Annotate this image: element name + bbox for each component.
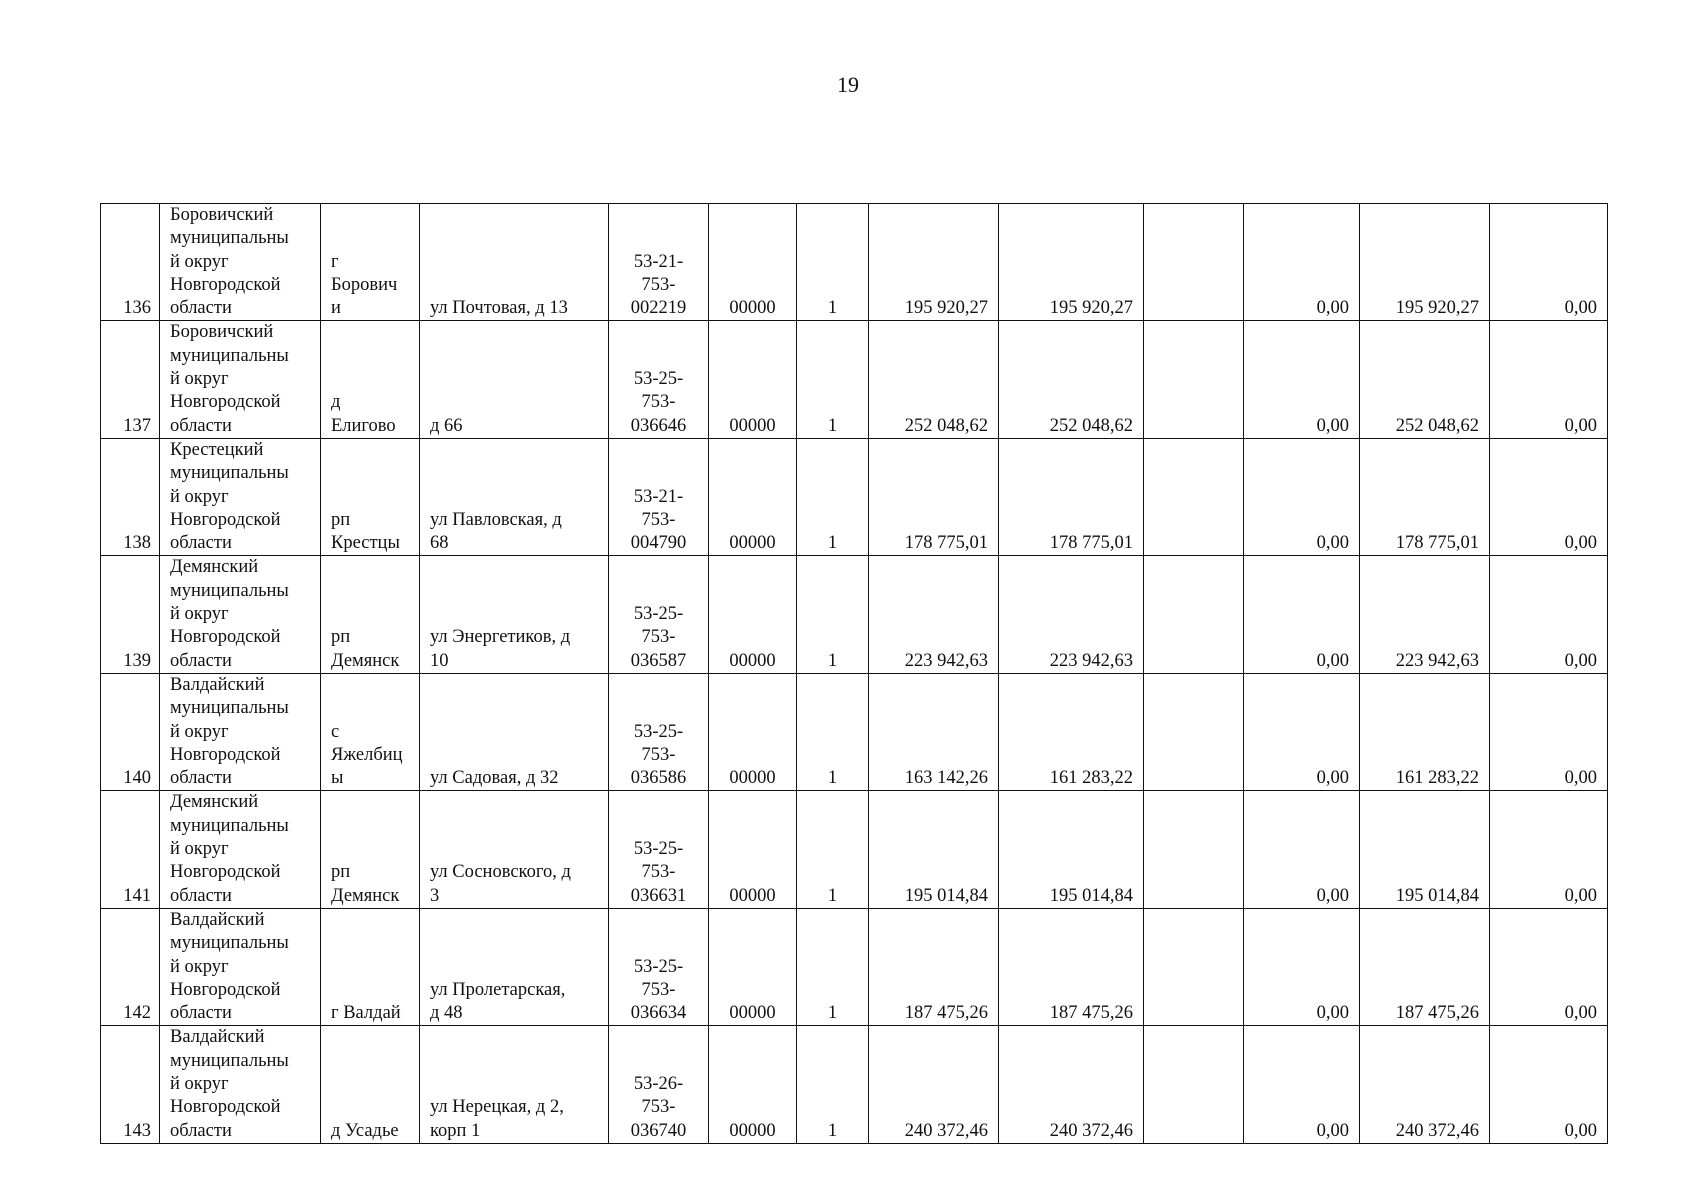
amount-6-cell: 0,00 <box>1490 791 1608 908</box>
amount-6-cell: 0,00 <box>1490 556 1608 673</box>
amount-4-cell: 0,00 <box>1244 556 1360 673</box>
address-cell: ул Почтовая, д 13 <box>420 204 609 321</box>
amount-6-cell: 0,00 <box>1490 673 1608 790</box>
municipality-cell: Валдайский муниципальны й округ Новгородской области <box>160 673 321 790</box>
municipality-cell: Крестецкий муниципальны й округ Новгородской области <box>160 438 321 555</box>
amount-2-cell: 161 283,22 <box>999 673 1144 790</box>
amount-1-cell: 240 372,46 <box>869 1026 999 1143</box>
amount-4-cell: 0,00 <box>1244 438 1360 555</box>
amount-4-cell: 0,00 <box>1244 1026 1360 1143</box>
amount-2-cell: 178 775,01 <box>999 438 1144 555</box>
row-number-cell: 140 <box>101 673 160 790</box>
code-cell: 00000 <box>709 438 797 555</box>
amount-4-cell: 0,00 <box>1244 791 1360 908</box>
locality-cell: г Борович и <box>321 204 420 321</box>
address-cell: ул Пролетарская, д 48 <box>420 908 609 1025</box>
table-row <box>101 204 1608 321</box>
locality-cell: рп Крестцы <box>321 438 420 555</box>
data-table <box>100 203 1608 1144</box>
amount-6-cell: 0,00 <box>1490 321 1608 438</box>
municipality-cell: Боровичский муниципальны й округ Новгородской области <box>160 321 321 438</box>
address-cell: ул Сосновского, д 3 <box>420 791 609 908</box>
amount-3-cell <box>1144 438 1244 555</box>
amount-5-cell: 178 775,01 <box>1360 438 1490 555</box>
amount-4-cell: 0,00 <box>1244 321 1360 438</box>
amount-4-cell: 0,00 <box>1244 204 1360 321</box>
cadastral-number-cell: 53-25- 753- 036631 <box>609 791 709 908</box>
quantity-cell: 1 <box>797 791 869 908</box>
row-number-cell: 143 <box>101 1026 160 1143</box>
table-body <box>101 204 1608 1144</box>
amount-3-cell <box>1144 908 1244 1025</box>
amount-1-cell: 223 942,63 <box>869 556 999 673</box>
code-cell: 00000 <box>709 791 797 908</box>
quantity-cell: 1 <box>797 321 869 438</box>
table-row <box>101 908 1608 1025</box>
code-cell: 00000 <box>709 204 797 321</box>
page-number: 19 <box>837 72 859 97</box>
amount-6-cell: 0,00 <box>1490 1026 1608 1143</box>
cadastral-number-cell: 53-25- 753- 036646 <box>609 321 709 438</box>
amount-5-cell: 187 475,26 <box>1360 908 1490 1025</box>
address-cell: ул Энергетиков, д 10 <box>420 556 609 673</box>
cadastral-number-cell: 53-25- 753- 036586 <box>609 673 709 790</box>
address-cell: д 66 <box>420 321 609 438</box>
amount-3-cell <box>1144 1026 1244 1143</box>
cadastral-number-cell: 53-25- 753- 036587 <box>609 556 709 673</box>
cadastral-number-cell: 53-21- 753- 002219 <box>609 204 709 321</box>
amount-3-cell <box>1144 791 1244 908</box>
locality-cell: рп Демянск <box>321 791 420 908</box>
cadastral-number-cell: 53-25- 753- 036634 <box>609 908 709 1025</box>
amount-2-cell: 195 014,84 <box>999 791 1144 908</box>
quantity-cell: 1 <box>797 556 869 673</box>
municipality-cell: Валдайский муниципальны й округ Новгородской области <box>160 908 321 1025</box>
code-cell: 00000 <box>709 556 797 673</box>
amount-3-cell <box>1144 673 1244 790</box>
quantity-cell: 1 <box>797 438 869 555</box>
cadastral-number-cell: 53-21- 753- 004790 <box>609 438 709 555</box>
municipality-cell: Боровичский муниципальны й округ Новгородской области <box>160 204 321 321</box>
quantity-cell: 1 <box>797 908 869 1025</box>
amount-1-cell: 178 775,01 <box>869 438 999 555</box>
amount-5-cell: 195 014,84 <box>1360 791 1490 908</box>
row-number-cell: 142 <box>101 908 160 1025</box>
quantity-cell: 1 <box>797 673 869 790</box>
amount-5-cell: 252 048,62 <box>1360 321 1490 438</box>
amount-5-cell: 161 283,22 <box>1360 673 1490 790</box>
locality-cell: с Яжелбиц ы <box>321 673 420 790</box>
amount-2-cell: 240 372,46 <box>999 1026 1144 1143</box>
amount-6-cell: 0,00 <box>1490 438 1608 555</box>
locality-cell: д Усадье <box>321 1026 420 1143</box>
amount-1-cell: 163 142,26 <box>869 673 999 790</box>
code-cell: 00000 <box>709 321 797 438</box>
row-number-cell: 139 <box>101 556 160 673</box>
amount-1-cell: 195 014,84 <box>869 791 999 908</box>
table-row <box>101 673 1608 790</box>
table-row <box>101 1026 1608 1143</box>
code-cell: 00000 <box>709 673 797 790</box>
amount-1-cell: 252 048,62 <box>869 321 999 438</box>
table-row <box>101 438 1608 555</box>
amount-2-cell: 223 942,63 <box>999 556 1144 673</box>
data-table-container <box>100 203 1608 1144</box>
address-cell: ул Садовая, д 32 <box>420 673 609 790</box>
amount-2-cell: 187 475,26 <box>999 908 1144 1025</box>
municipality-cell: Демянский муниципальны й округ Новгородской области <box>160 791 321 908</box>
amount-6-cell: 0,00 <box>1490 908 1608 1025</box>
amount-1-cell: 187 475,26 <box>869 908 999 1025</box>
amount-1-cell: 195 920,27 <box>869 204 999 321</box>
table-row <box>101 321 1608 438</box>
cadastral-number-cell: 53-26- 753- 036740 <box>609 1026 709 1143</box>
table-row <box>101 556 1608 673</box>
row-number-cell: 138 <box>101 438 160 555</box>
code-cell: 00000 <box>709 1026 797 1143</box>
row-number-cell: 136 <box>101 204 160 321</box>
amount-4-cell: 0,00 <box>1244 908 1360 1025</box>
amount-5-cell: 240 372,46 <box>1360 1026 1490 1143</box>
code-cell: 00000 <box>709 908 797 1025</box>
amount-3-cell <box>1144 556 1244 673</box>
locality-cell: г Валдай <box>321 908 420 1025</box>
amount-3-cell <box>1144 321 1244 438</box>
locality-cell: рп Демянск <box>321 556 420 673</box>
quantity-cell: 1 <box>797 1026 869 1143</box>
municipality-cell: Демянский муниципальны й округ Новгородской области <box>160 556 321 673</box>
row-number-cell: 137 <box>101 321 160 438</box>
amount-6-cell: 0,00 <box>1490 204 1608 321</box>
amount-2-cell: 195 920,27 <box>999 204 1144 321</box>
municipality-cell: Валдайский муниципальны й округ Новгородской области <box>160 1026 321 1143</box>
amount-2-cell: 252 048,62 <box>999 321 1144 438</box>
row-number-cell: 141 <box>101 791 160 908</box>
amount-5-cell: 223 942,63 <box>1360 556 1490 673</box>
address-cell: ул Нерецкая, д 2, корп 1 <box>420 1026 609 1143</box>
quantity-cell: 1 <box>797 204 869 321</box>
amount-5-cell: 195 920,27 <box>1360 204 1490 321</box>
table-row <box>101 791 1608 908</box>
amount-4-cell: 0,00 <box>1244 673 1360 790</box>
locality-cell: д Елигово <box>321 321 420 438</box>
amount-3-cell <box>1144 204 1244 321</box>
address-cell: ул Павловская, д 68 <box>420 438 609 555</box>
